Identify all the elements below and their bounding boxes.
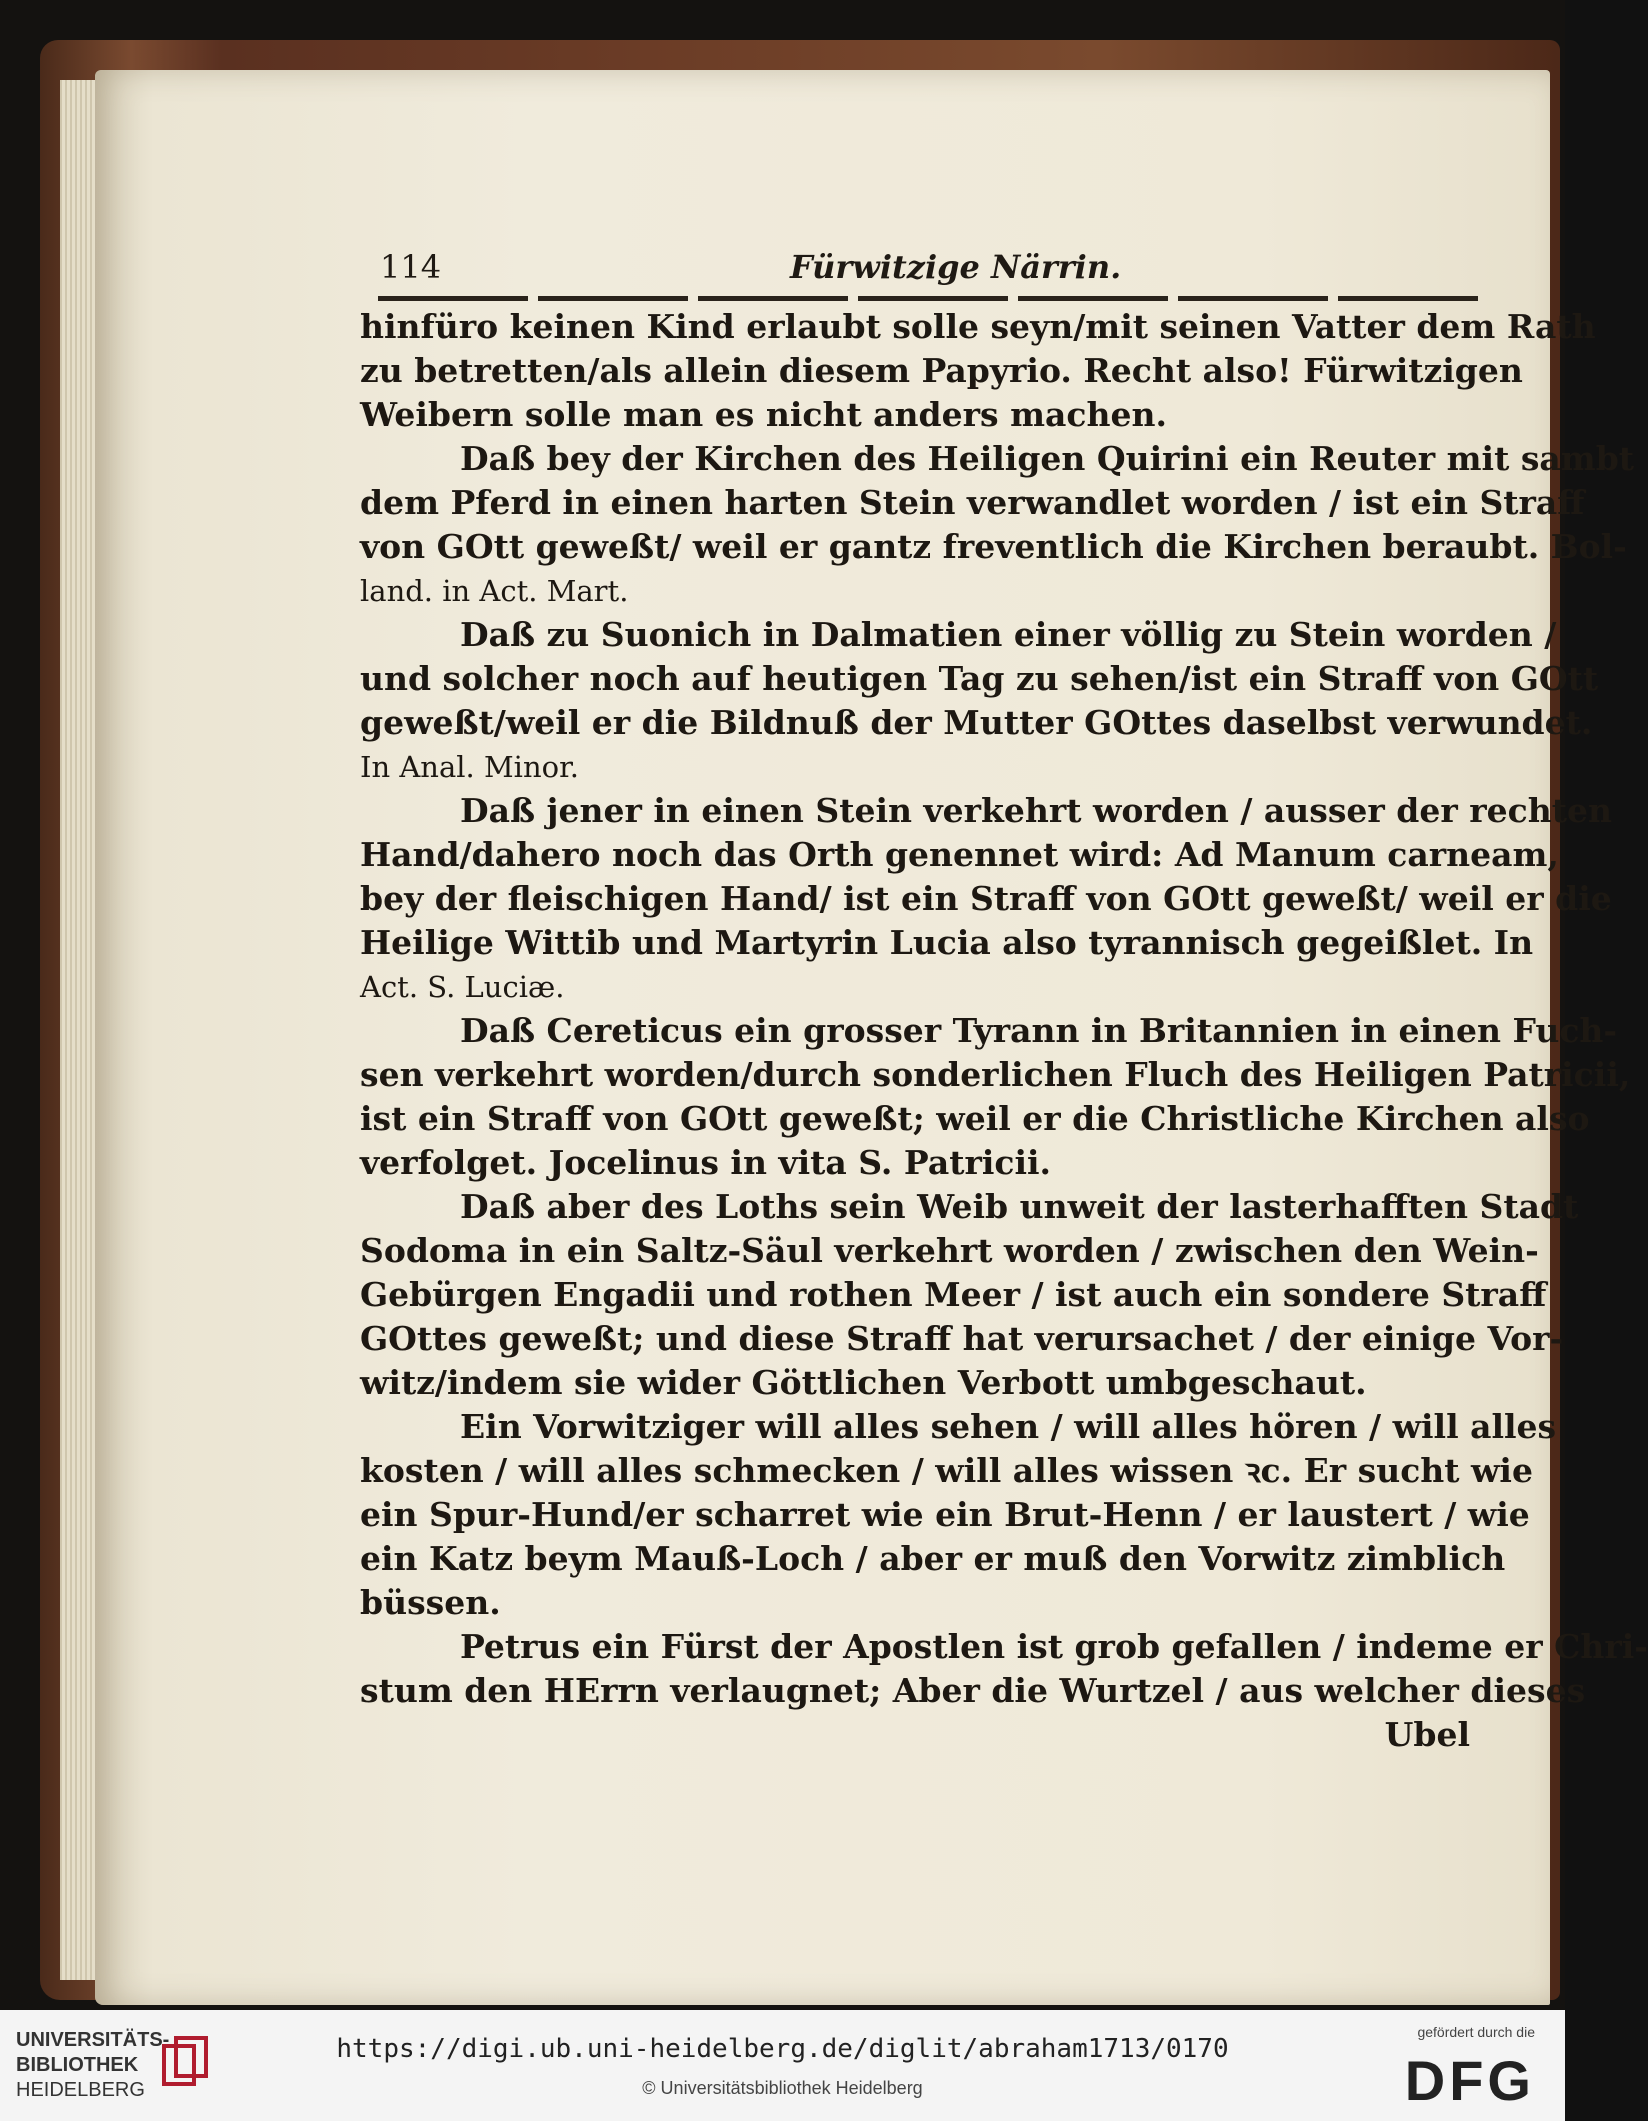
text-line: ein Katz beym Mauß-Loch / aber er muß den Vorwitz zimblich	[360, 1539, 1506, 1578]
text-line: Gebürgen Engadii und rothen Meer / ist auch ein sondere Straff	[360, 1275, 1547, 1314]
page-text	[360, 305, 1648, 1757]
text-line: Daß jener in einen Stein verkehrt worden / ausser der rechten	[460, 791, 1612, 830]
permalink-url[interactable]: https://digi.ub.uni-heidelberg.de/diglit/abraham1713/0170	[336, 2034, 1229, 2064]
text-line: bey der fleischigen Hand/ ist ein Straff von GOtt geweßt/ weil er die	[360, 879, 1612, 918]
text-line: Hand/dahero noch das Orth genennet wird: Ad Manum carneam,	[360, 835, 1559, 874]
text-line: von GOtt geweßt/ weil er gantz freventlich die Kirchen beraubt. Bol-	[360, 527, 1627, 566]
catchword: Ubel	[1384, 1715, 1470, 1754]
funding-caption: gefördert durch die	[1417, 2024, 1535, 2040]
text-line: Ein Vorwitziger will alles sehen / will alles hören / will alles	[460, 1407, 1557, 1446]
page-edges	[60, 80, 100, 1980]
page-number: 114	[380, 248, 442, 286]
text-line: witz/indem sie wider Göttlichen Verbott umbgeschaut.	[360, 1363, 1367, 1402]
text-line: Sodoma in ein Saltz-Säul verkehrt worden / zwischen den Wein-	[360, 1231, 1539, 1270]
copyright-notice: © Universitätsbibliothek Heidelberg	[642, 2078, 923, 2098]
text-line: stum den HErrn verlaugnet; Aber die Wurtzel / aus welcher dieses	[360, 1671, 1586, 1710]
text-line: büssen.	[360, 1583, 501, 1622]
text-line: hinfüro keinen Kind erlaubt solle seyn/mit seinen Vatter dem Rath	[360, 307, 1596, 346]
text-line: land. in Act. Mart.	[360, 574, 629, 608]
page-header	[380, 248, 1470, 288]
text-line: ist ein Straff von GOtt geweßt; weil er die Christliche Kirchen also	[360, 1099, 1590, 1138]
text-line: Weibern solle man es nicht anders machen.	[360, 395, 1167, 434]
viewer-footer	[0, 2010, 1565, 2121]
text-line: GOttes geweßt; und diese Straff hat verursachet / der einige Vor-	[360, 1319, 1564, 1358]
text-line: dem Pferd in einen harten Stein verwandlet worden / ist ein Straff	[360, 483, 1585, 522]
text-line: und solcher noch auf heutigen Tag zu sehen/ist ein Straff von GOtt	[360, 659, 1599, 698]
institution-line: BIBLIOTHEK	[16, 2054, 139, 2076]
text-line: geweßt/weil er die Bildnuß der Mutter GOttes daselbst verwundet.	[360, 703, 1593, 742]
text-line: kosten / will alles schmecken / will alles wissen ꝛc. Er sucht wie	[360, 1451, 1533, 1490]
text-line: Act. S. Luciæ.	[360, 970, 565, 1004]
dfg-logo[interactable]: DFG	[1404, 2049, 1535, 2112]
text-line: Daß aber des Loths sein Weib unweit der lasterhafften Stadt	[460, 1187, 1579, 1226]
institution-line: HEIDELBERG	[16, 2079, 145, 2101]
text-line: In Anal. Minor.	[360, 750, 579, 784]
text-line: Daß bey der Kirchen des Heiligen Quirini ein Reuter mit sambt	[460, 439, 1635, 478]
header-rule	[378, 296, 1478, 301]
running-title: Fürwitzige Närrin.	[790, 248, 1122, 286]
text-line: zu betretten/als allein diesem Papyrio. Recht also! Fürwitzigen	[360, 351, 1523, 390]
text-line: sen verkehrt worden/durch sonderlichen Fluch des Heiligen Patricii,	[360, 1055, 1631, 1094]
text-line: Heilige Wittib und Martyrin Lucia also tyrannisch gegeißlet. In	[360, 923, 1534, 962]
text-line: ein Spur-Hund/er scharret wie ein Brut-Henn / er laustert / wie	[360, 1495, 1530, 1534]
text-line: Daß zu Suonich in Dalmatien einer völlig zu Stein worden /	[460, 615, 1557, 654]
text-line: verfolget. Jocelinus in vita S. Patricii.	[360, 1143, 1052, 1182]
text-line: Petrus ein Fürst der Apostlen ist grob gefallen / indeme er Chri-	[460, 1627, 1648, 1666]
text-line: Daß Cereticus ein grosser Tyrann in Britannien in einen Fuch-	[460, 1011, 1618, 1050]
institution-line: UNIVERSITÄTS-	[16, 2029, 170, 2051]
